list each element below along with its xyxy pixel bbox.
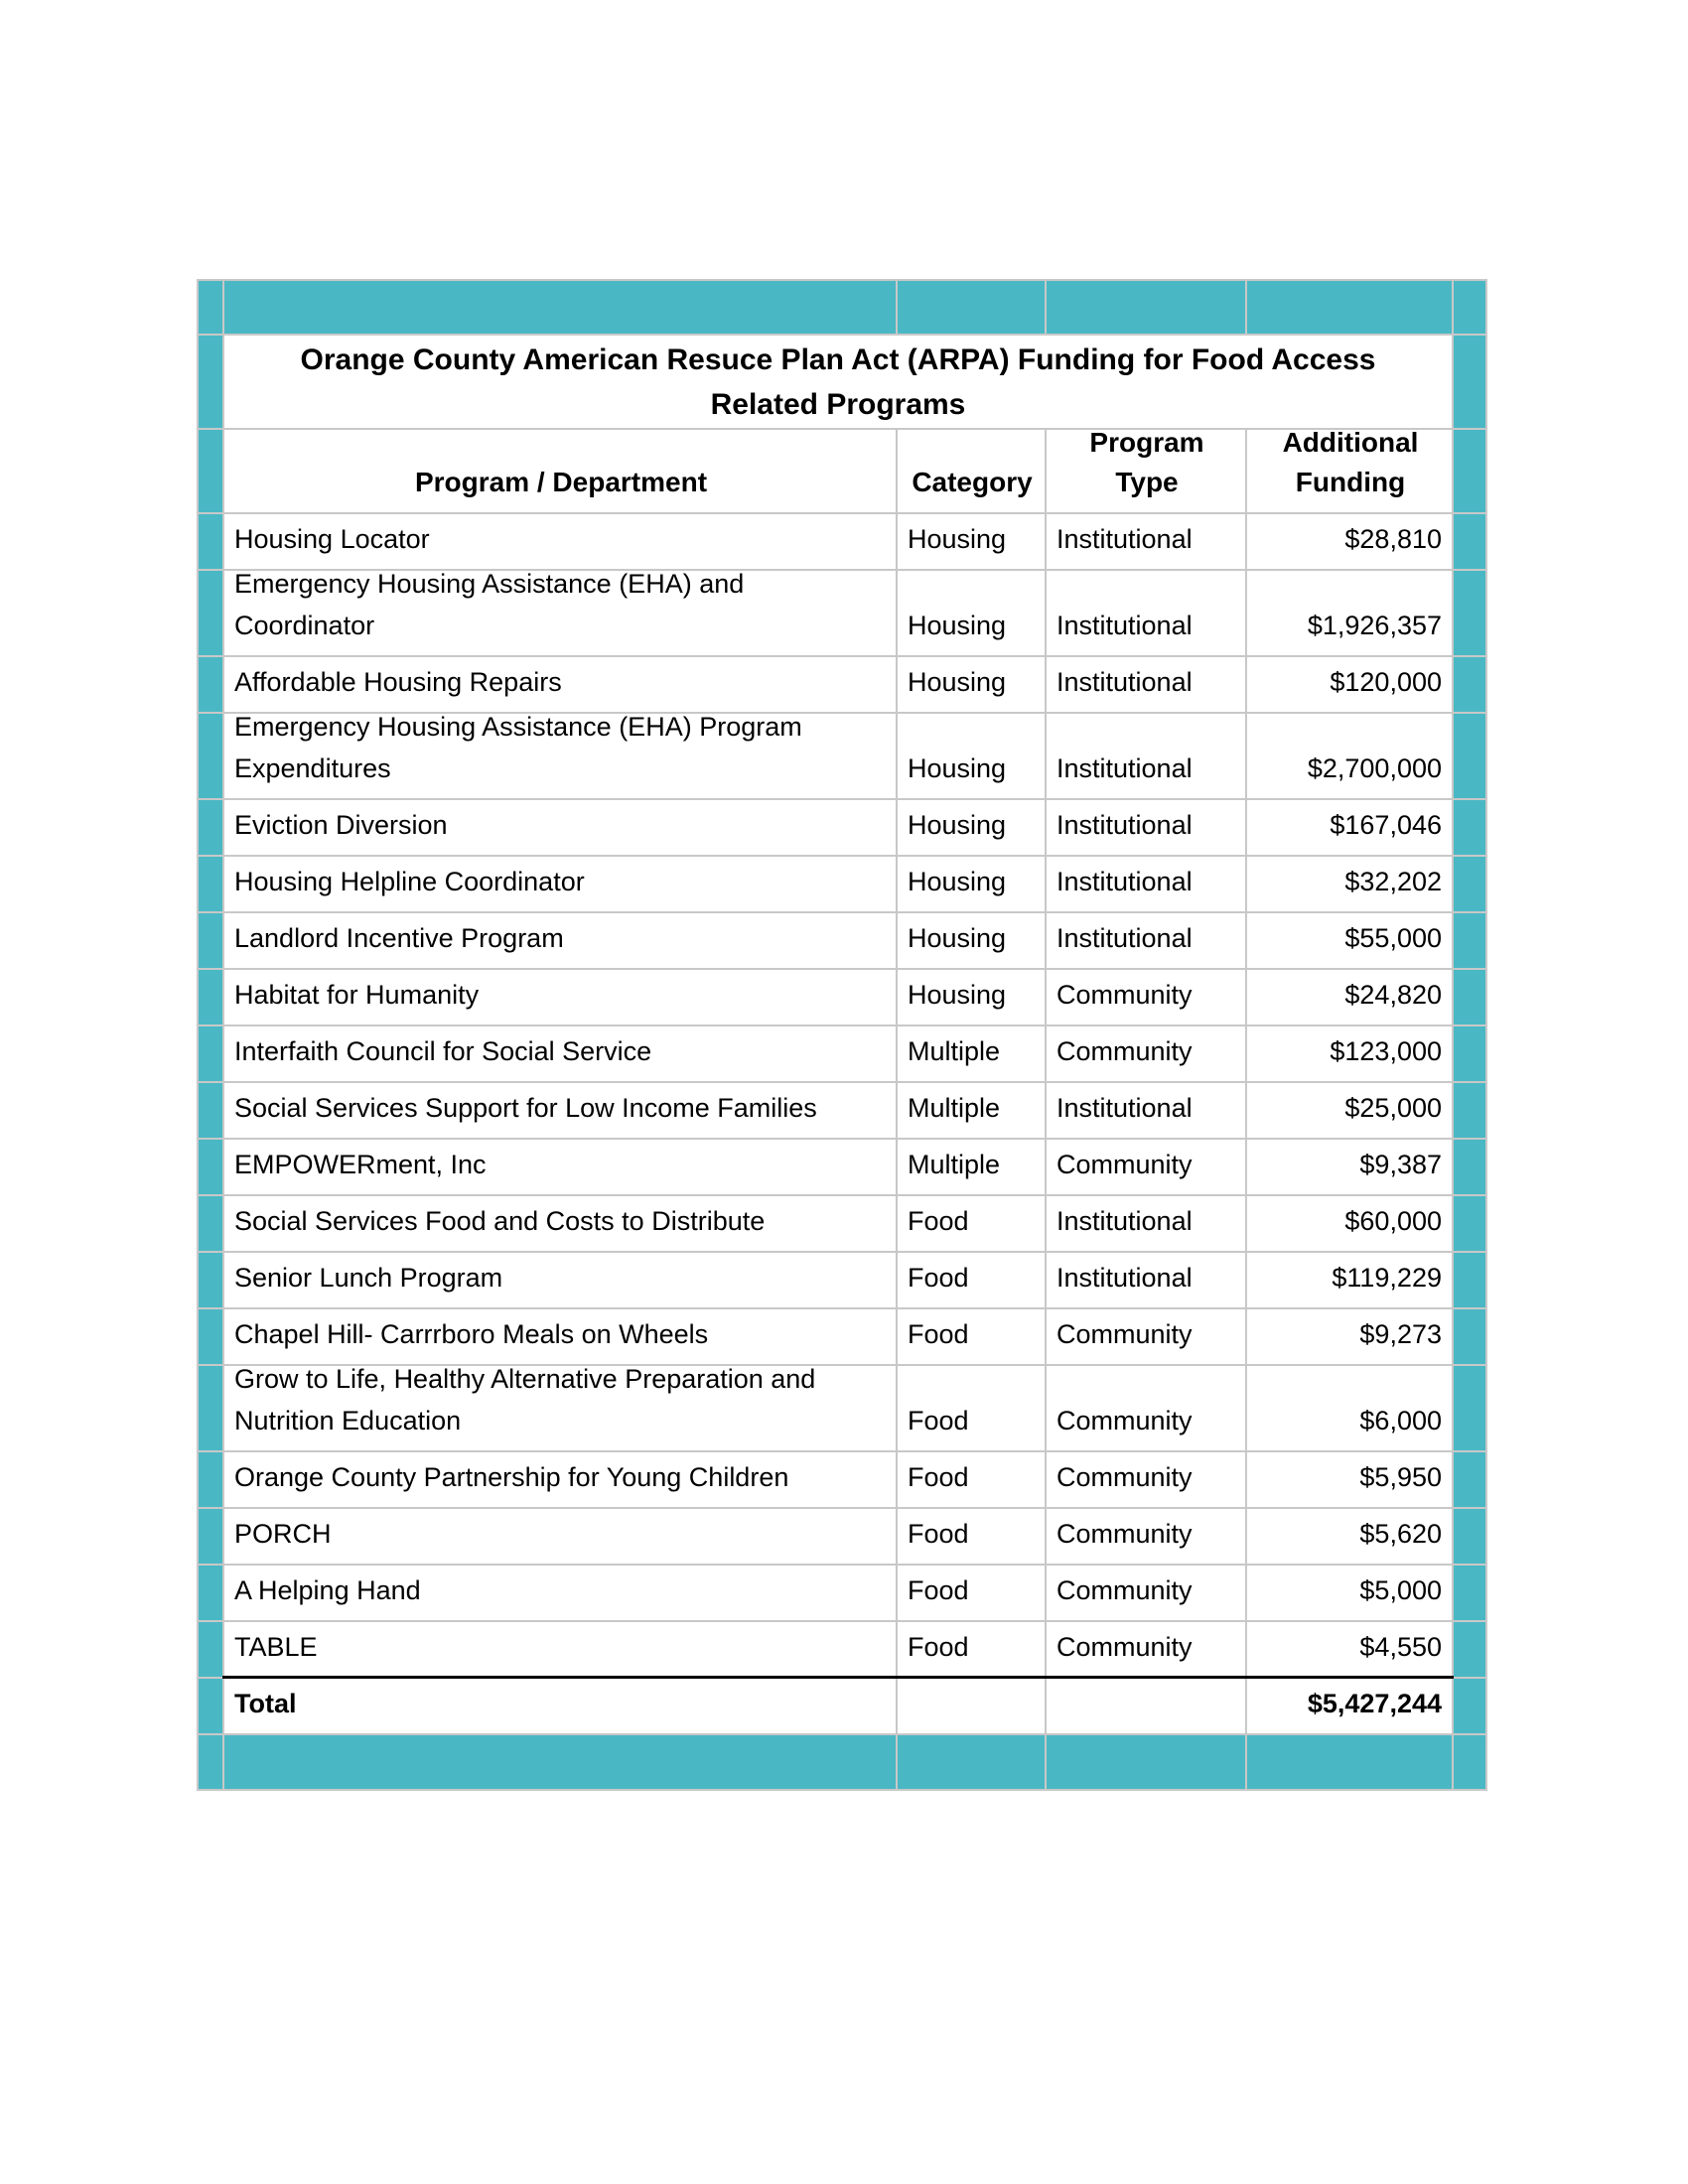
arpa-funding-table bbox=[197, 279, 1487, 1791]
teal-edge-cell bbox=[1454, 336, 1485, 428]
teal-band-cell bbox=[199, 281, 222, 334]
cell-category: Food bbox=[898, 1253, 1045, 1307]
teal-edge-cell bbox=[1454, 1679, 1485, 1733]
teal-band-cell bbox=[1047, 1735, 1245, 1789]
cell-program: Chapel Hill- Carrrboro Meals on Wheels bbox=[224, 1309, 896, 1364]
teal-edge-cell bbox=[199, 714, 222, 798]
cell-program-type: Institutional bbox=[1047, 913, 1245, 968]
cell-program-type: Community bbox=[1047, 1622, 1245, 1677]
cell-funding: $55,000 bbox=[1247, 913, 1452, 968]
cell-program: Interfaith Council for Social Service bbox=[224, 1026, 896, 1081]
teal-band-cell bbox=[1047, 281, 1245, 334]
cell-funding: $25,000 bbox=[1247, 1083, 1452, 1138]
teal-edge-cell bbox=[1454, 1309, 1485, 1364]
cell-funding: $24,820 bbox=[1247, 970, 1452, 1024]
cell-funding: $123,000 bbox=[1247, 1026, 1452, 1081]
teal-edge-cell bbox=[1454, 1452, 1485, 1507]
cell-program: Emergency Housing Assistance (EHA) and Coordinator bbox=[224, 571, 896, 655]
cell-funding: $119,229 bbox=[1247, 1253, 1452, 1307]
teal-edge-cell bbox=[1454, 1366, 1485, 1450]
cell-category: Housing bbox=[898, 714, 1045, 798]
cell-program: Affordable Housing Repairs bbox=[224, 657, 896, 712]
teal-edge-cell bbox=[199, 571, 222, 655]
cell-funding: $32,202 bbox=[1247, 857, 1452, 911]
teal-band-cell bbox=[1247, 1735, 1452, 1789]
teal-edge-cell bbox=[1454, 1566, 1485, 1620]
teal-edge-cell bbox=[1454, 857, 1485, 911]
cell-program-type: Community bbox=[1047, 1366, 1245, 1450]
cell-program: Housing Locator bbox=[224, 514, 896, 569]
header-category: Category bbox=[898, 430, 1045, 512]
total-row-top-rule bbox=[222, 1676, 1454, 1679]
cell-program-type: Institutional bbox=[1047, 571, 1245, 655]
cell-category: Food bbox=[898, 1196, 1045, 1251]
teal-edge-cell bbox=[1454, 1196, 1485, 1251]
teal-edge-cell bbox=[1454, 657, 1485, 712]
teal-edge-cell bbox=[1454, 1083, 1485, 1138]
cell-funding: $5,620 bbox=[1247, 1509, 1452, 1564]
teal-edge-cell bbox=[199, 657, 222, 712]
teal-band-cell bbox=[1247, 281, 1452, 334]
cell-funding: $9,273 bbox=[1247, 1309, 1452, 1364]
cell-funding: $5,000 bbox=[1247, 1566, 1452, 1620]
teal-edge-cell bbox=[1454, 1509, 1485, 1564]
cell-program: TABLE bbox=[224, 1622, 896, 1677]
cell-category: Multiple bbox=[898, 1140, 1045, 1194]
teal-band-cell bbox=[224, 1735, 896, 1789]
cell-program-type: Community bbox=[1047, 970, 1245, 1024]
table-title: Orange County American Resuce Plan Act (ARPA) Funding for Food Access Related Programs bbox=[224, 336, 1452, 428]
teal-edge-cell bbox=[199, 1622, 222, 1677]
cell-program-type: Institutional bbox=[1047, 657, 1245, 712]
cell-category: Food bbox=[898, 1309, 1045, 1364]
total-empty-category bbox=[898, 1679, 1045, 1733]
teal-edge-cell bbox=[1454, 1622, 1485, 1677]
teal-edge-cell bbox=[199, 1253, 222, 1307]
cell-category: Food bbox=[898, 1509, 1045, 1564]
cell-program: Grow to Life, Healthy Alternative Preparation and Nutrition Education bbox=[224, 1366, 896, 1450]
cell-category: Food bbox=[898, 1622, 1045, 1677]
teal-band-cell bbox=[1454, 1735, 1485, 1789]
cell-program: A Helping Hand bbox=[224, 1566, 896, 1620]
header-program-department: Program / Department bbox=[224, 430, 896, 512]
cell-program-type: Community bbox=[1047, 1026, 1245, 1081]
cell-program: Emergency Housing Assistance (EHA) Program Expenditures bbox=[224, 714, 896, 798]
teal-edge-cell bbox=[199, 1366, 222, 1450]
cell-program-type: Community bbox=[1047, 1566, 1245, 1620]
teal-edge-cell bbox=[199, 1026, 222, 1081]
teal-edge-cell bbox=[199, 1566, 222, 1620]
cell-program-type: Institutional bbox=[1047, 800, 1245, 855]
cell-category: Food bbox=[898, 1366, 1045, 1450]
teal-band-cell bbox=[224, 281, 896, 334]
header-program-type: Program Type bbox=[1047, 430, 1245, 512]
cell-program: Habitat for Humanity bbox=[224, 970, 896, 1024]
cell-category: Housing bbox=[898, 970, 1045, 1024]
teal-edge-cell bbox=[1454, 800, 1485, 855]
cell-program-type: Institutional bbox=[1047, 857, 1245, 911]
teal-band-cell bbox=[898, 281, 1045, 334]
teal-edge-cell bbox=[199, 857, 222, 911]
cell-program: EMPOWERment, Inc bbox=[224, 1140, 896, 1194]
cell-program-type: Community bbox=[1047, 1140, 1245, 1194]
cell-program: Landlord Incentive Program bbox=[224, 913, 896, 968]
teal-edge-cell bbox=[199, 514, 222, 569]
teal-edge-cell bbox=[199, 970, 222, 1024]
cell-category: Housing bbox=[898, 857, 1045, 911]
cell-category: Food bbox=[898, 1452, 1045, 1507]
cell-category: Food bbox=[898, 1566, 1045, 1620]
cell-program-type: Community bbox=[1047, 1452, 1245, 1507]
cell-category: Housing bbox=[898, 657, 1045, 712]
cell-program-type: Community bbox=[1047, 1509, 1245, 1564]
cell-program-type: Institutional bbox=[1047, 1083, 1245, 1138]
teal-edge-cell bbox=[199, 336, 222, 428]
cell-program-type: Community bbox=[1047, 1309, 1245, 1364]
cell-category: Housing bbox=[898, 571, 1045, 655]
teal-edge-cell bbox=[199, 800, 222, 855]
total-funding: $5,427,244 bbox=[1247, 1679, 1452, 1733]
cell-program: Social Services Food and Costs to Distribute bbox=[224, 1196, 896, 1251]
teal-band-cell bbox=[199, 1735, 222, 1789]
teal-edge-cell bbox=[1454, 1253, 1485, 1307]
cell-program-type: Institutional bbox=[1047, 1196, 1245, 1251]
cell-category: Multiple bbox=[898, 1083, 1045, 1138]
teal-edge-cell bbox=[1454, 571, 1485, 655]
cell-funding: $2,700,000 bbox=[1247, 714, 1452, 798]
cell-program-type: Institutional bbox=[1047, 714, 1245, 798]
cell-funding: $4,550 bbox=[1247, 1622, 1452, 1677]
cell-program: Senior Lunch Program bbox=[224, 1253, 896, 1307]
cell-funding: $167,046 bbox=[1247, 800, 1452, 855]
teal-edge-cell bbox=[199, 1196, 222, 1251]
teal-edge-cell bbox=[1454, 970, 1485, 1024]
teal-edge-cell bbox=[199, 913, 222, 968]
teal-edge-cell bbox=[1454, 913, 1485, 968]
cell-category: Housing bbox=[898, 514, 1045, 569]
cell-funding: $28,810 bbox=[1247, 514, 1452, 569]
teal-edge-cell bbox=[1454, 714, 1485, 798]
teal-edge-cell bbox=[199, 1140, 222, 1194]
total-empty-program-type bbox=[1047, 1679, 1245, 1733]
teal-edge-cell bbox=[199, 1509, 222, 1564]
teal-edge-cell bbox=[1454, 1140, 1485, 1194]
header-additional-funding: Additional Funding bbox=[1247, 430, 1452, 512]
cell-funding: $6,000 bbox=[1247, 1366, 1452, 1450]
teal-edge-cell bbox=[199, 1679, 222, 1733]
cell-category: Housing bbox=[898, 913, 1045, 968]
cell-funding: $5,950 bbox=[1247, 1452, 1452, 1507]
cell-program-type: Institutional bbox=[1047, 514, 1245, 569]
cell-funding: $9,387 bbox=[1247, 1140, 1452, 1194]
teal-band-cell bbox=[898, 1735, 1045, 1789]
total-label: Total bbox=[224, 1679, 896, 1733]
teal-edge-cell bbox=[1454, 1026, 1485, 1081]
cell-program: Eviction Diversion bbox=[224, 800, 896, 855]
cell-funding: $60,000 bbox=[1247, 1196, 1452, 1251]
cell-funding: $120,000 bbox=[1247, 657, 1452, 712]
teal-edge-cell bbox=[1454, 514, 1485, 569]
teal-edge-cell bbox=[199, 1309, 222, 1364]
cell-category: Multiple bbox=[898, 1026, 1045, 1081]
teal-edge-cell bbox=[199, 1452, 222, 1507]
cell-program: Housing Helpline Coordinator bbox=[224, 857, 896, 911]
teal-edge-cell bbox=[1454, 430, 1485, 512]
cell-program: PORCH bbox=[224, 1509, 896, 1564]
teal-edge-cell bbox=[199, 430, 222, 512]
cell-category: Housing bbox=[898, 800, 1045, 855]
cell-funding: $1,926,357 bbox=[1247, 571, 1452, 655]
teal-edge-cell bbox=[199, 1083, 222, 1138]
cell-program-type: Institutional bbox=[1047, 1253, 1245, 1307]
teal-band-cell bbox=[1454, 281, 1485, 334]
cell-program: Social Services Support for Low Income Families bbox=[224, 1083, 896, 1138]
cell-program: Orange County Partnership for Young Children bbox=[224, 1452, 896, 1507]
